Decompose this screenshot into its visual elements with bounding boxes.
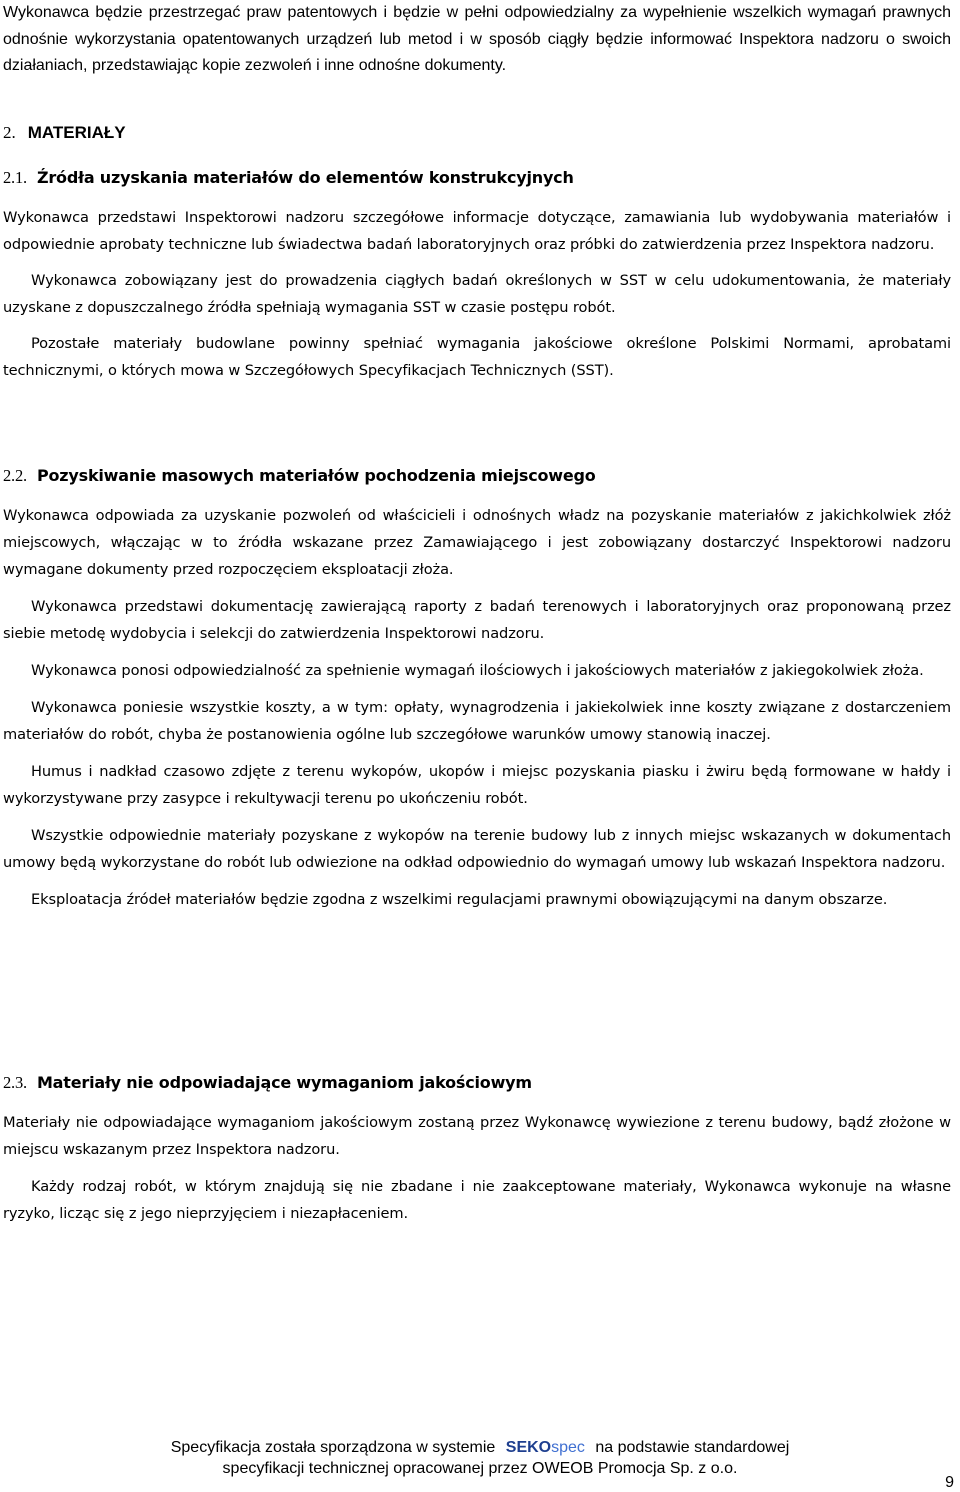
paragraph: Humus i nadkład czasowo zdjęte z terenu wykopów, ukopów i miejsc pozyskania piasku i żwiru będą formowane w hałdy i wykorzystywane przy zasypce i rekultywacji terenu po ukończeniu robót. (3, 763, 951, 807)
section-number: 2.3. (3, 1073, 27, 1092)
intro-paragraph: Wykonawca będzie przestrzegać praw patentowych i będzie w pełni odpowiedzialny za wypełnienie wszelkich wymagań prawnych odnośnie wykorzystania opatentowanych urządzeń lub metod i w sposób ciągły będzie informować Inspektora nadzoru o swoich działaniach, przedstawiając kopie zezwoleń i inne odnośne dokumenty. (3, 4, 951, 74)
section-title: Materiały nie odpowiadające wymaganiom jakościowym (36, 1073, 532, 1092)
paragraph: Wykonawca zobowiązany jest do prowadzenia ciągłych badań określonych w SST w celu udokumentowania, że materiały uzyskane z dopuszczalnego źródła spełniają wymagania SST w czasie postępu robót. (3, 272, 951, 316)
paragraph: Wykonawca poniesie wszystkie koszty, a w tym: opłaty, wynagrodzenia i jakiekolwiek inne koszty związane z dostarczeniem materiałów do robót, chyba że postanowienia ogólne lub szczegółowe warunków umowy stanowią inaczej. (3, 699, 951, 743)
paragraph: Każdy rodzaj robót, w którym znajdują się nie zbadane i nie zaakceptowane materiały, Wykonawca wykonuje na własne ryzyko, licząc się z jego nieprzyjęciem i niezapłaceniem. (3, 1178, 951, 1222)
paragraph: Wykonawca odpowiada za uzyskanie pozwoleń od właścicieli i odnośnych władz na pozyskanie materiałów z jakichkolwiek złóż miejscowych, włączając w to źródła wskazane przez Zamawiającego i jest zobowiązany dostarczyć Inspektorowi nadzoru wymagane dokumenty przed rozpoczęciem eksploatacji złoża. (3, 507, 951, 578)
paragraph: Wykonawca ponosi odpowiedzialność za spełnienie wymagań ilościowych i jakościowych materiałów z jakiegokolwiek złoża. (31, 662, 924, 679)
section-2-2-heading (3, 466, 596, 486)
paragraph: Pozostałe materiały budowlane powinny spełniać wymagania jakościowe określone Polskimi Normami, aprobatami technicznymi, o których mowa w Szczegółowych Specyfikacjach Technicznych (SST). (3, 335, 951, 379)
sekospec-logo-spec: spec (551, 1439, 585, 1456)
paragraph: Materiały nie odpowiadające wymaganiom jakościowym zostaną przez Wykonawcę wywiezione z terenu budowy, bądź złożone w miejscu wskazanym przez Inspektora nadzoru. (3, 1114, 951, 1158)
section-number: 2.2. (3, 466, 27, 485)
section-2-3-body (3, 1109, 951, 1227)
paragraph: Eksploatacja źródeł materiałów będzie zgodna z wszelkimi regulacjami prawnymi obowiązującymi na danym obszarze. (31, 891, 888, 908)
section-title: MATERIAŁY (27, 123, 126, 142)
section-number: 2. (3, 123, 16, 142)
section-2-2-body (3, 502, 951, 913)
page-number: 9 (945, 1474, 954, 1491)
footer-text: Specyfikacja została sporządzona w systemie (170, 1439, 496, 1456)
paragraph: Wykonawca przedstawi dokumentację zawierającą raporty z badań terenowych i laboratoryjnych oraz proponowaną przez siebie metodę wydobycia i selekcji do zatwierdzenia Inspektorowi nadzoru. (3, 598, 951, 642)
section-2-3-heading (3, 1073, 532, 1093)
paragraph: Wykonawca przedstawi Inspektorowi nadzoru szczegółowe informacje dotyczące, zamawiania lub wydobywania materiałów i odpowiednie aprobaty techniczne lub świadectwa badań laboratoryjnych oraz próbki do zatwierdzenia przez Inspektora nadzoru. (3, 209, 951, 253)
section-2-1-body (3, 204, 951, 384)
footer-line-2: specyfikacji technicznej opracowanej przez OWEOB Promocja Sp. z o.o. (222, 1460, 738, 1477)
section-2-1-heading (3, 168, 574, 188)
page-footer (0, 1437, 960, 1479)
section-title: Pozyskiwanie masowych materiałów pochodzenia miejscowego (36, 466, 596, 485)
sekospec-logo-seko: SEKO (505, 1439, 552, 1456)
section-title: Źródła uzyskania materiałów do elementów konstrukcyjnych (36, 168, 574, 187)
paragraph: Wszystkie odpowiednie materiały pozyskane z wykopów na terenie budowy lub z innych miejsc wskazanych w dokumentach umowy będą wykorzystane do robót lub odwiezione na odkład odpowiednio do wymagań umowy lub wskazań Inspektora nadzoru. (3, 827, 951, 871)
footer-text: na podstawie standardowej (595, 1439, 790, 1456)
footer-line-1 (0, 1437, 960, 1458)
intro-block (3, 0, 951, 80)
section-2-heading (3, 123, 126, 143)
section-number: 2.1. (3, 168, 27, 187)
